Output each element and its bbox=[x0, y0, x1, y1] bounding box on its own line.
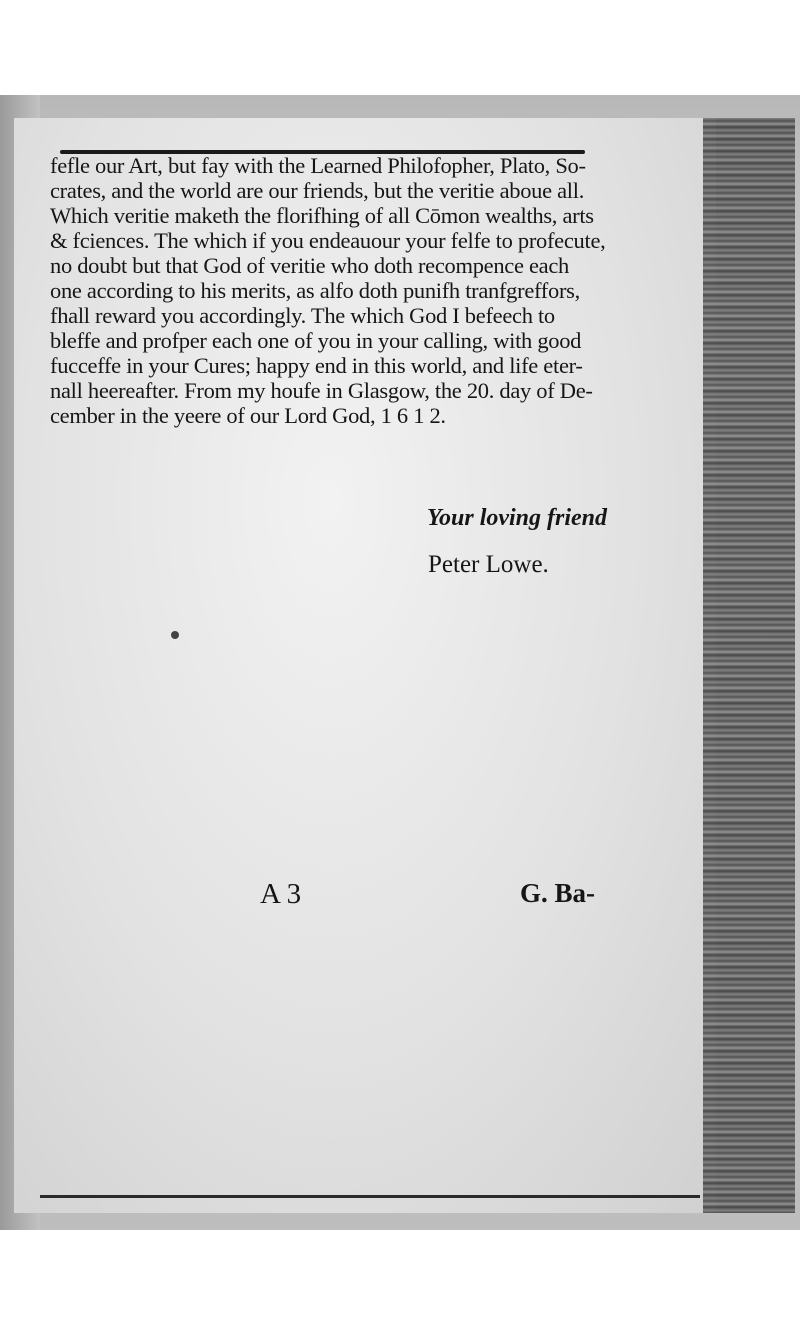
text-line: crates, and the world are our friends, but the veritie aboue all. bbox=[50, 178, 585, 203]
text-line: fhall reward you accordingly. The which God I befeech to bbox=[50, 303, 555, 328]
page-edge bbox=[703, 118, 795, 1213]
letter-body bbox=[50, 153, 650, 428]
text-line: bleffe and profper each one of you in your calling, with good bbox=[50, 328, 582, 353]
text-line: cember in the yeere of our Lord God, 1 6 1 2. bbox=[50, 403, 446, 428]
catchword: G. Ba- bbox=[520, 878, 596, 908]
text-line: fucceffe in your Cures; happy end in this world, and life eter- bbox=[50, 353, 583, 378]
signature: Peter Lowe. bbox=[428, 551, 549, 578]
text-line: fefle our Art, but fay with the Learned Philofopher, Plato, So- bbox=[50, 153, 586, 178]
ink-speck bbox=[171, 631, 179, 639]
text-line: one according to his merits, as alfo doth punifh tranfgreffors, bbox=[50, 278, 580, 303]
text-line: no doubt but that God of veritie who doth recompence each bbox=[50, 253, 569, 278]
text-line: nall heereafter. From my houfe in Glasgow, the 20. day of De- bbox=[50, 378, 593, 403]
closing-salutation: Your loving friend bbox=[427, 505, 608, 531]
text-line: & fciences. The which if you endeauour your felfe to profecute, bbox=[50, 228, 606, 253]
signature-mark: A 3 bbox=[260, 878, 302, 910]
bottom-rule bbox=[40, 1195, 700, 1198]
text-line: Which veritie maketh the florifhing of all Cōmon wealths, arts bbox=[50, 203, 594, 228]
